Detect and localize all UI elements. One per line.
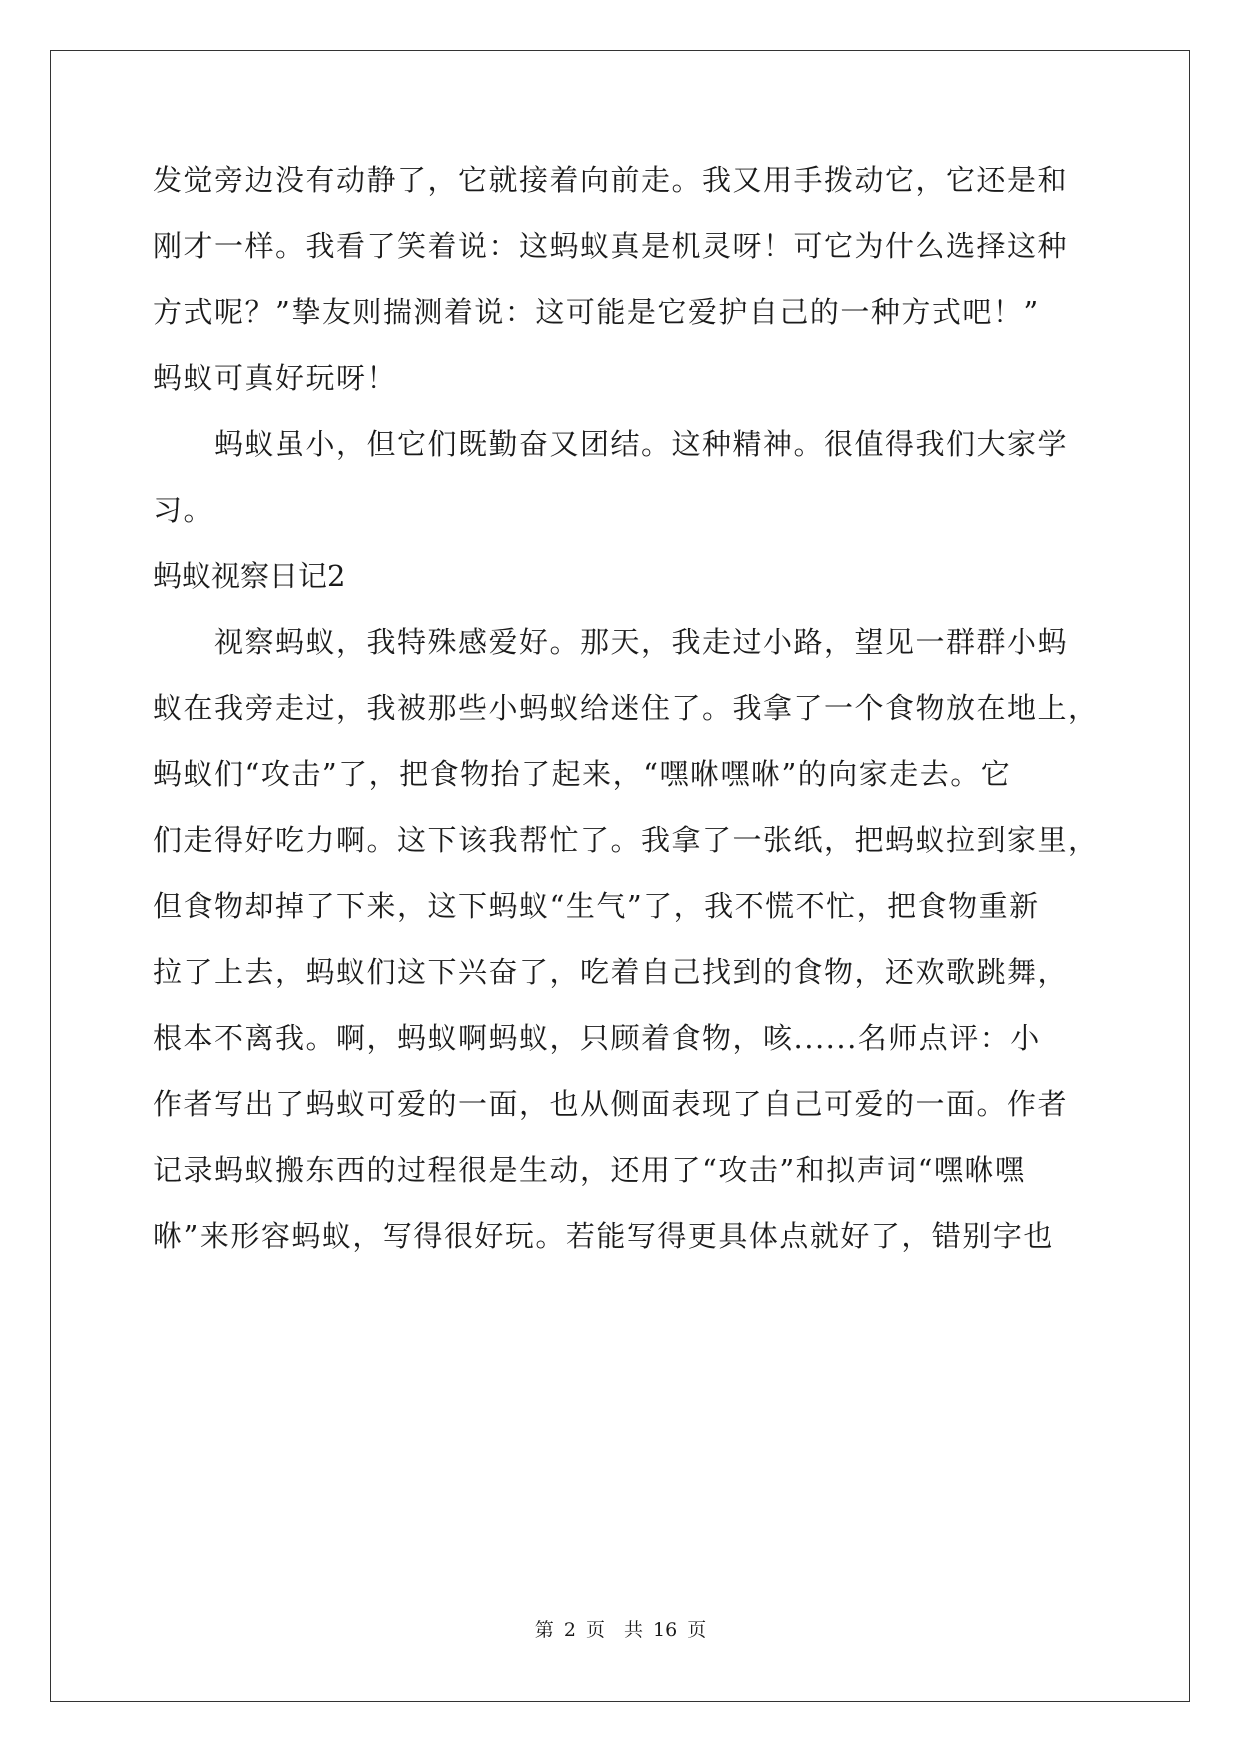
body-line-1: 发觉旁边没有动静了，它就接着向前走。我又用手拨动它，它还是和	[153, 163, 1069, 197]
body-line-15: 作者写出了蚂蚁可爱的一面，也从侧面表现了自己可爱的一面。作者	[153, 1087, 1069, 1121]
section-heading: 蚂蚁视察日记2	[153, 559, 346, 593]
body-line-17: 咻”来形容蚂蚁，写得很好玩。若能写得更具体点就好了，错别字也	[153, 1219, 1054, 1253]
body-line-13: 拉了上去，蚂蚁们这下兴奋了，吃着自己找到的食物，还欢歌跳舞，	[153, 955, 1069, 989]
body-line-4: 蚂蚁可真好玩呀！	[153, 361, 398, 395]
page-number-footer: 第 2 页 共 16 页	[534, 1619, 707, 1641]
body-line-8: 视察蚂蚁，我特殊感爱好。那天，我走过小路，望见一群群小蚂	[153, 625, 1069, 659]
body-line-12: 但食物却掉了下来，这下蚂蚁“生气”了，我不慌不忙，把食物重新	[153, 889, 1040, 923]
body-line-16: 记录蚂蚁搬东西的过程很是生动，还用了“攻击”和拟声词“嘿咻嘿	[153, 1153, 1026, 1187]
body-line-5: 蚂蚁虽小，但它们既勤奋又团结。这种精神。很值得我们大家学	[153, 427, 1069, 461]
body-line-10: 蚂蚁们“攻击”了，把食物抬了起来，“嘿咻嘿咻”的向家走去。它	[153, 757, 1012, 791]
body-line-2: 刚才一样。我看了笑着说：这蚂蚁真是机灵呀！可它为什么选择这种	[153, 229, 1069, 263]
body-line-11: 们走得好吃力啊。这下该我帮忙了。我拿了一张纸，把蚂蚁拉到家里，	[153, 823, 1099, 857]
body-line-6: 习。	[153, 493, 215, 527]
body-line-9: 蚁在我旁走过，我被那些小蚂蚁给迷住了。我拿了一个食物放在地上，	[153, 691, 1099, 725]
body-line-3: 方式呢？”挚友则揣测着说：这可能是它爱护自己的一种方式吧！”	[153, 295, 1040, 329]
body-line-14: 根本不离我。啊，蚂蚁啊蚂蚁，只顾着食物，咳......名师点评：小	[153, 1021, 1041, 1055]
